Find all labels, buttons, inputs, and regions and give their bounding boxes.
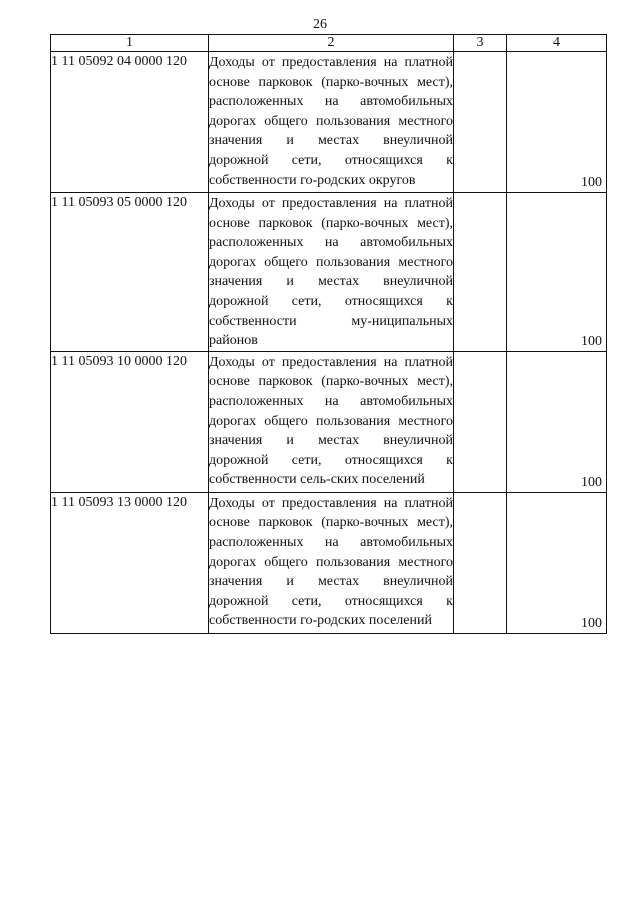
table-row <box>51 351 607 492</box>
value-text: 100 <box>581 333 602 349</box>
column-header-4: 4 <box>507 35 607 52</box>
value-cell <box>507 52 607 193</box>
value-text: 100 <box>581 474 602 490</box>
description-text: Доходы от предоставления на платной основе парковок (парко-вочных мест), расположенных на автомобильных дорогах общего пользования местного значения и местах внеуличной дорожной сети, относящихся к собственности му-ниципальных районов <box>209 196 453 349</box>
column-3-cell <box>454 351 507 492</box>
value-text: 100 <box>581 615 602 631</box>
page-number: 26 <box>313 17 327 32</box>
value-text: 100 <box>581 175 602 190</box>
column-header-1: 1 <box>51 35 209 52</box>
description-text: Доходы от предоставления на платной основе парковок (парко-вочных мест), расположенных на автомобильных дорогах общего пользования местного значения и местах внеуличной дорожной сети, относящихся к собственности го-родских поселений <box>209 495 453 629</box>
description-text: Доходы от предоставления на платной основе парковок (парко-вочных мест), расположенных на автомобильных дорогах общего пользования местного значения и местах внеуличной дорожной сети, относящихся к собственности го-родских округов <box>209 55 453 188</box>
column-3-cell <box>454 193 507 352</box>
table-row <box>51 52 607 193</box>
description-cell <box>209 193 454 352</box>
column-header-2: 2 <box>209 35 454 52</box>
value-cell <box>507 193 607 352</box>
budget-code-cell: 1 11 05092 04 0000 120 <box>51 52 209 193</box>
column-header-3: 3 <box>454 35 507 52</box>
table-header-row <box>51 35 607 52</box>
description-cell <box>209 52 454 193</box>
column-3-cell <box>454 492 507 633</box>
description-text: Доходы от предоставления на платной основе парковок (парко-вочных мест), расположенных на автомобильных дорогах общего пользования местного значения и местах внеуличной дорожной сети, относящихся к собственности сель-ских поселений <box>209 354 453 488</box>
table-row <box>51 492 607 633</box>
value-cell <box>507 492 607 633</box>
budget-table <box>50 34 607 634</box>
column-3-cell <box>454 52 507 193</box>
budget-code-cell: 1 11 05093 10 0000 120 <box>51 351 209 492</box>
value-cell <box>507 351 607 492</box>
description-cell <box>209 492 454 633</box>
budget-code-cell: 1 11 05093 13 0000 120 <box>51 492 209 633</box>
description-cell <box>209 351 454 492</box>
budget-code-cell: 1 11 05093 05 0000 120 <box>51 193 209 352</box>
table-row <box>51 193 607 352</box>
